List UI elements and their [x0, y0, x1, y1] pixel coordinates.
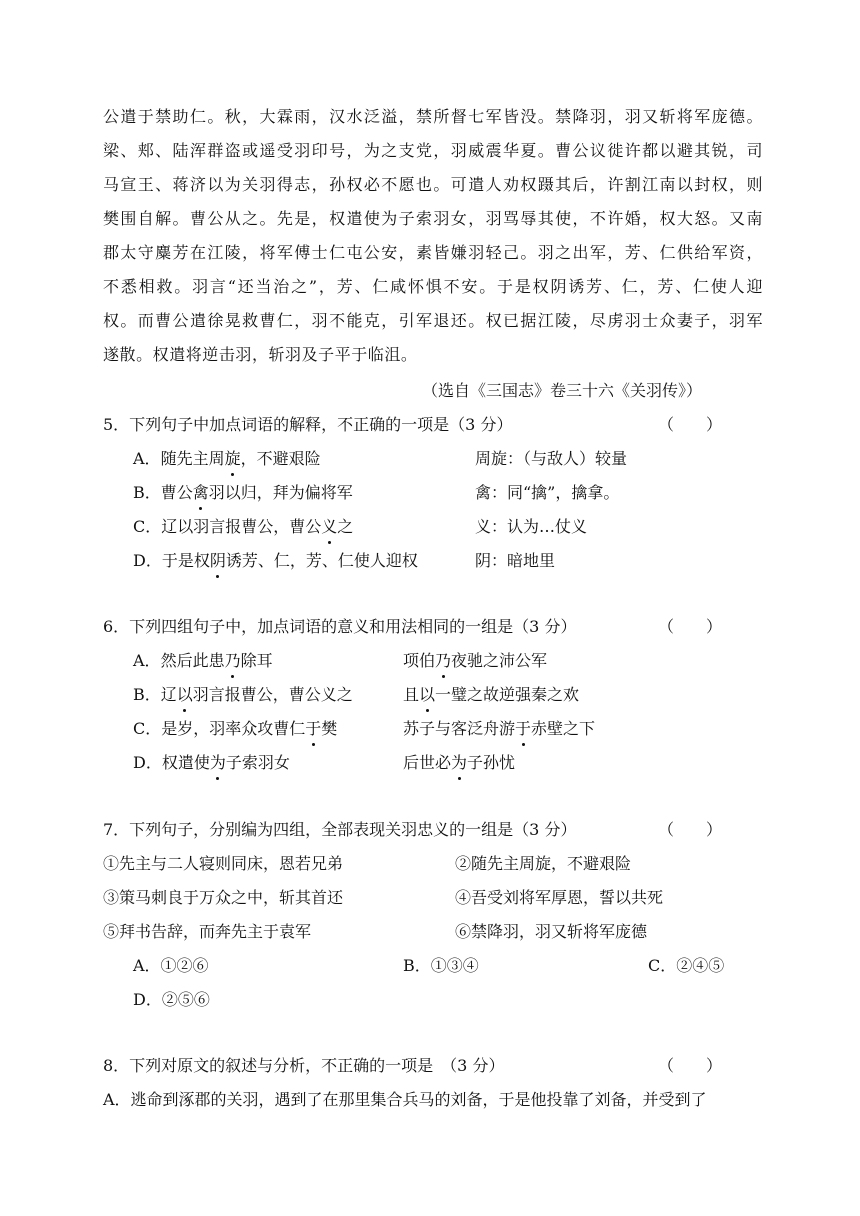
dotted-char: 于	[305, 716, 321, 742]
passage-line: 樊围自解。曹公从之。先是，权遣使为子索羽女，羽骂辱其使，不许婚，权大怒。又南	[103, 209, 763, 228]
question-stem: 8．下列对原文的叙述与分析，不正确的一项是 （3 分）	[103, 1056, 505, 1075]
option-a: A．逃命到涿郡的关羽，遇到了在那里集合兵马的刘备，于是他投靠了刘备，并受到了	[103, 1090, 707, 1109]
choice-d: D．②⑤⑥	[133, 990, 210, 1009]
option-gloss: 义：认为…仗义	[475, 517, 588, 536]
question-stem: 7．下列句子，分别编为四组，全部表现关羽忠义的一组是（3 分）	[103, 820, 577, 839]
option-gloss: 周旋：（与敌人）较量	[475, 449, 628, 468]
dotted-char: 以	[177, 682, 193, 708]
dotted-char: 为	[451, 750, 467, 776]
passage-source: （选自《三国志》卷三十六《关羽传》）	[422, 381, 703, 400]
dotted-char: 禽	[193, 480, 209, 506]
option-a: A．随先主周旋，不避艰险 周旋：（与敌人）较量	[103, 446, 763, 480]
option-c: C．是岁，羽率众攻曹仁于樊 苏子与客泛舟游于赤壁之下	[103, 716, 763, 750]
dotted-char: 阴	[210, 548, 226, 574]
dotted-char: 乃	[435, 648, 451, 674]
option-gloss: 阴：暗地里	[475, 551, 556, 570]
passage	[103, 104, 763, 376]
dotted-char: 于	[515, 716, 531, 742]
statement-item: ④吾受刘将军厚恩，誓以共死	[455, 888, 664, 907]
option-b: B．辽以羽言报曹公，曹公义之 且以一璧之故逆强秦之欢	[103, 682, 763, 716]
choice-a: A．①②⑥	[133, 956, 209, 975]
passage-line: 权。而曹公遣徐晃救曹仁，羽不能克，引军退还。权已据江陵，尽虏羽士众妻子，羽军	[103, 311, 763, 330]
statement-item: ⑤拜书告辞，而奔先主于袁军	[103, 922, 312, 941]
question-8	[103, 1053, 763, 1121]
statement-item: ⑥禁降羽，羽又斩将军庞德	[455, 922, 648, 941]
option-gloss: 禽：同“擒”，擒拿。	[475, 483, 620, 502]
option-d: D．权遣使为子索羽女 后世必为子孙忧	[103, 750, 763, 784]
option-a: A．然后此患乃除耳 项伯乃夜驰之沛公军	[103, 648, 763, 682]
choice-c: C．②④⑤	[648, 956, 725, 975]
option-c: C．辽以羽言报曹公，曹公义之 义：认为…仗义	[103, 514, 763, 548]
passage-line: 郡太守麋芳在江陵，将军傅士仁屯公安，素皆嫌羽轻己。羽之出军，芳、仁供给军资，	[103, 243, 763, 262]
answer-paren: （ ）	[658, 415, 723, 434]
dotted-char: 义	[321, 514, 337, 540]
statement-item: ③策马刺良于万众之中，斩其首还	[103, 888, 344, 907]
question-5	[103, 412, 763, 582]
option-d: D．于是权阴诱芳、仁，芳、仁使人迎权 阴：暗地里	[103, 548, 763, 582]
statement-item: ①先主与二人寝则同床，恩若兄弟	[103, 854, 344, 873]
option-b: B．曹公禽羽以归，拜为偏将军 禽：同“擒”，擒拿。	[103, 480, 763, 514]
dotted-char: 以	[419, 682, 435, 708]
passage-line: 梁、郏、陆浑群盗或遥受羽印号，为之支党，羽威震华夏。曹公议徙许都以避其锐，司	[103, 141, 763, 160]
choice-b: B．①③④	[403, 956, 479, 975]
passage-line: 不悉相救。羽言“还当治之”，芳、仁咸怀惧不安。于是权阴诱芳、仁，芳、仁使人迎	[103, 277, 763, 296]
question-6	[103, 614, 763, 784]
passage-line: 公遣于禁助仁。秋，大霖雨，汉水泛溢，禁所督七军皆没。禁降羽，羽又斩将军庞德。	[103, 107, 763, 126]
answer-paren: （ ）	[658, 1056, 723, 1075]
statement-item: ②随先主周旋，不避艰险	[455, 854, 632, 873]
question-7	[103, 817, 763, 1021]
dotted-char: 为	[210, 750, 226, 776]
answer-paren: （ ）	[658, 820, 723, 839]
answer-paren: （ ）	[658, 617, 723, 636]
dotted-char: 乃	[225, 648, 241, 674]
question-stem: 5．下列句子中加点词语的解释，不正确的一项是（3 分）	[103, 415, 513, 434]
passage-line: 马宣王、蒋济以为关羽得志，孙权必不愿也。可遣人劝权蹑其后，许割江南以封权，则	[103, 175, 763, 194]
dotted-char: 旋	[225, 446, 241, 472]
question-stem: 6．下列四组句子中，加点词语的意义和用法相同的一组是（3 分）	[103, 617, 577, 636]
passage-line: 遂散。权遣将逆击羽，斩羽及子平于临沮。	[103, 345, 418, 364]
